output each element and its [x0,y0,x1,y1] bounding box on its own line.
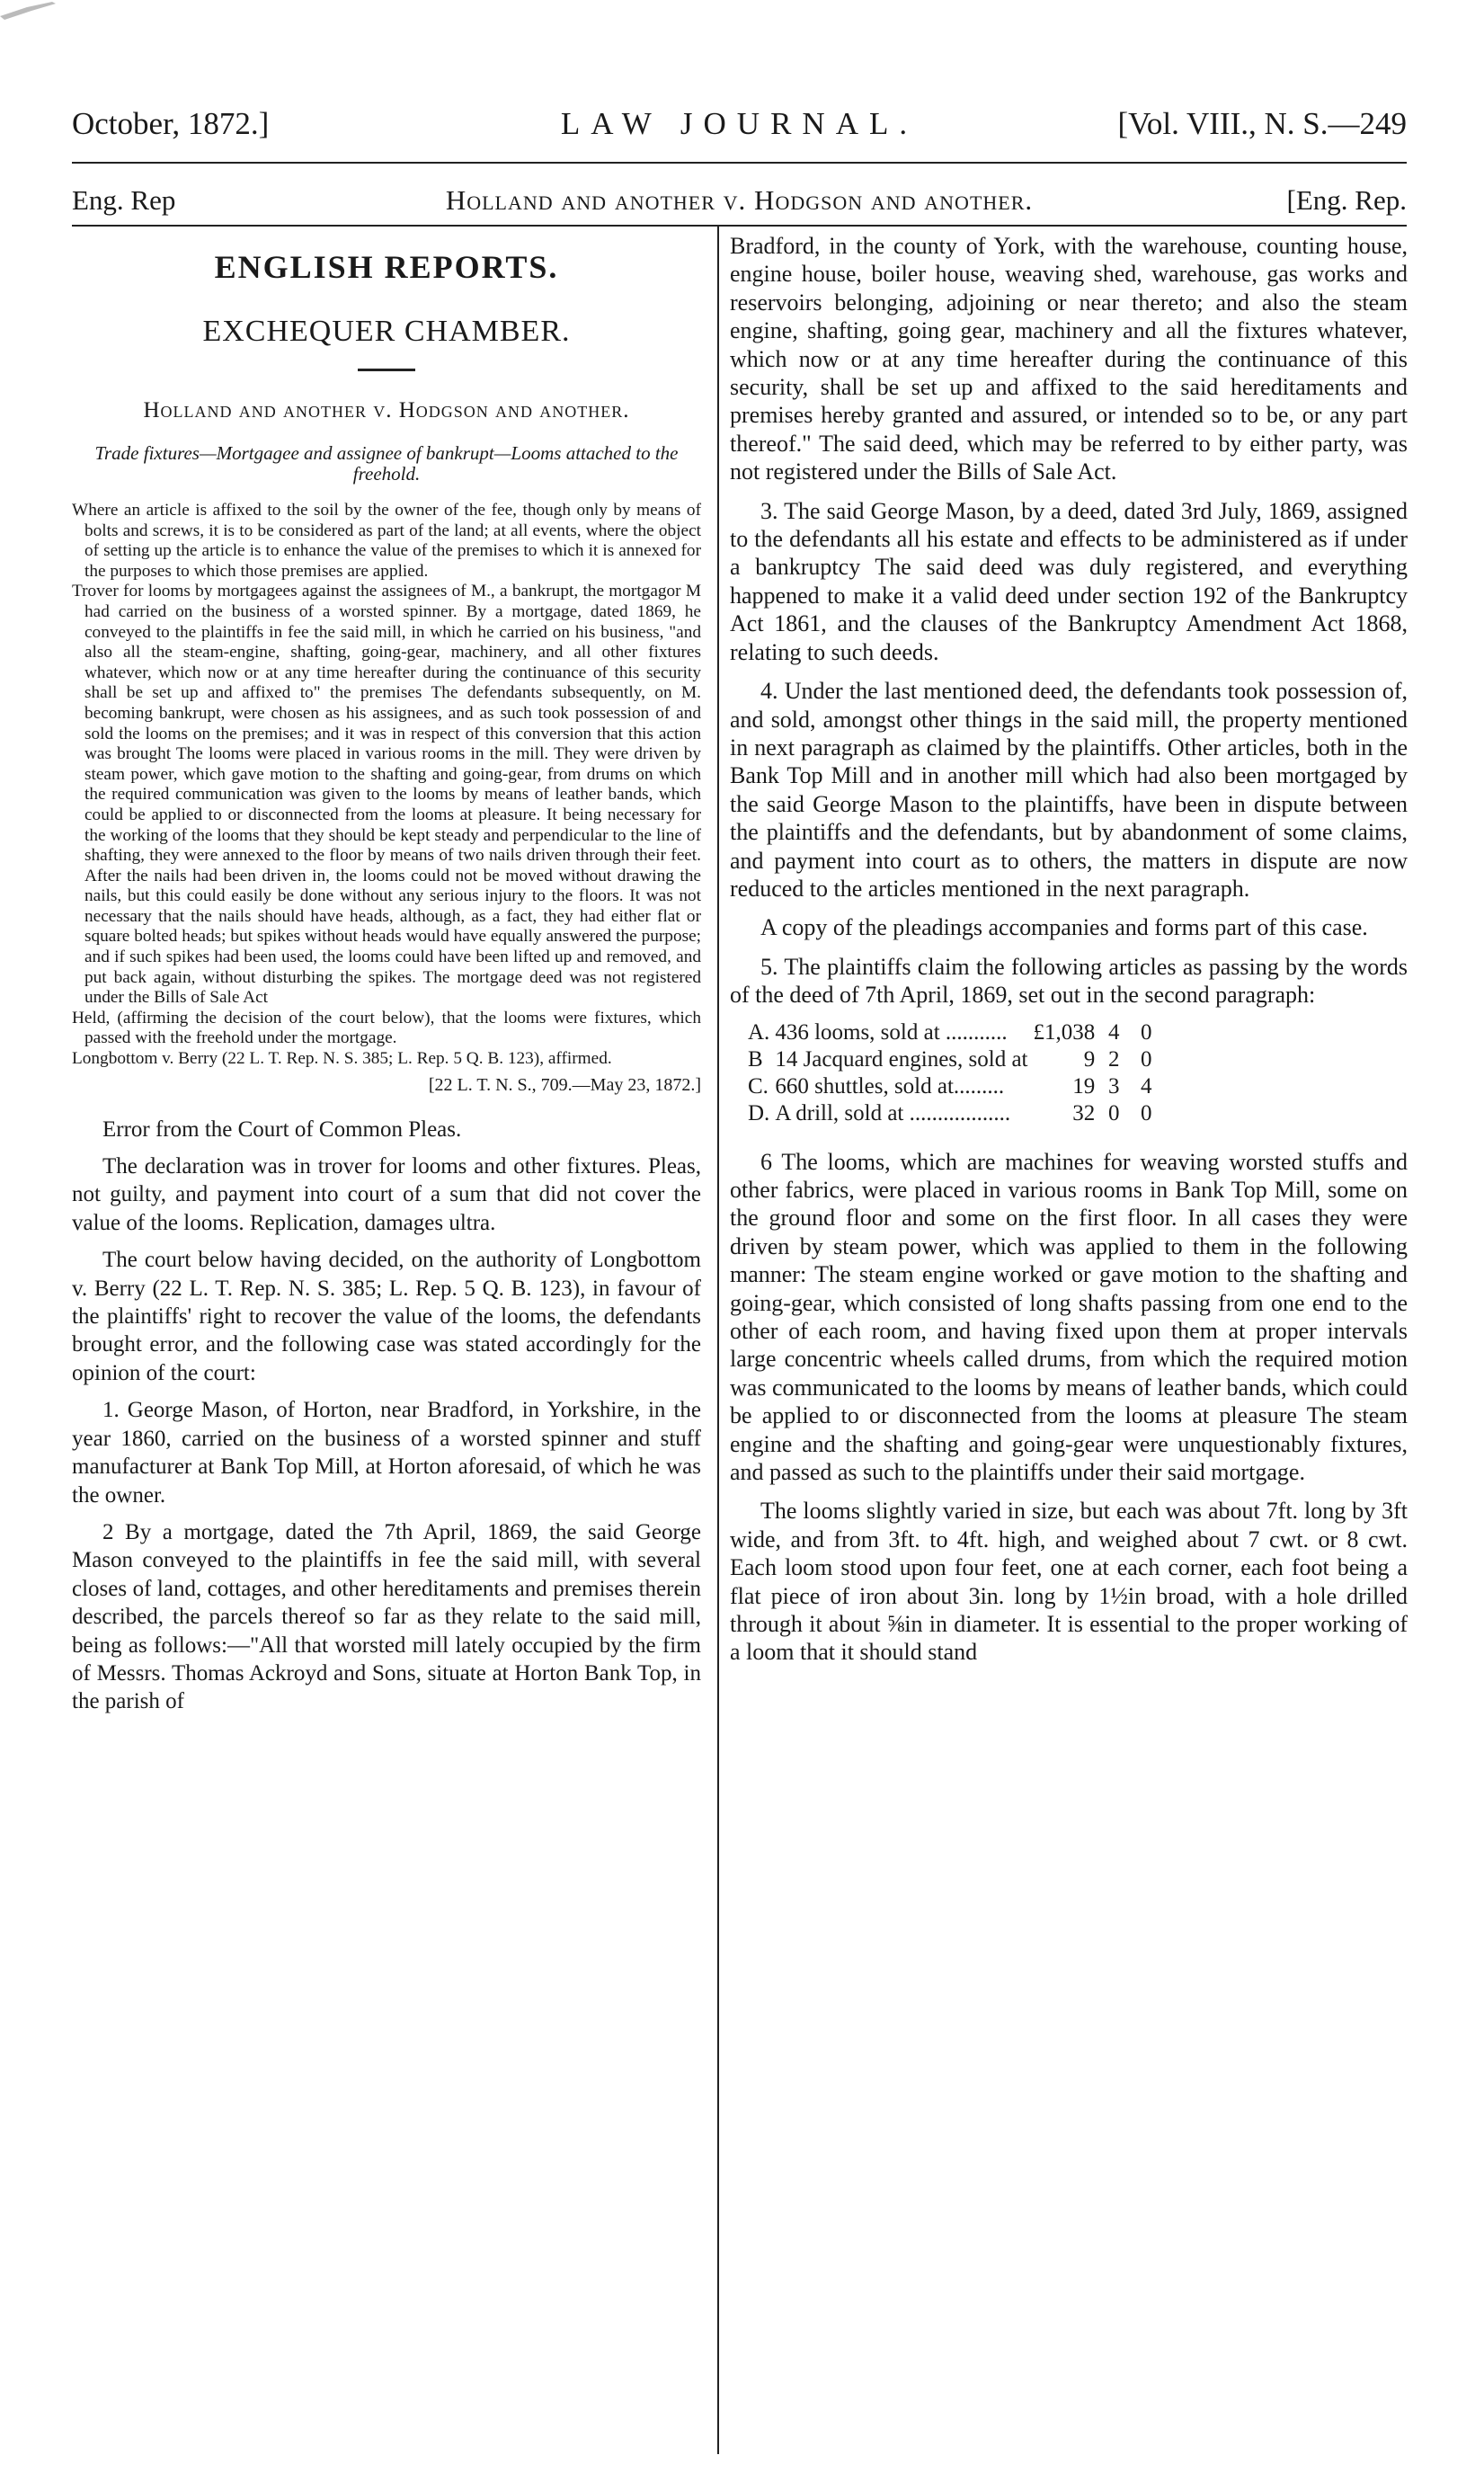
sub-header [72,184,1407,226]
item-description: A drill, sold at .................. [775,1100,1011,1125]
case-title: Holland and another v. Hodgson and another. [143,398,630,423]
item-shillings: 3 [1108,1073,1120,1099]
headnote-1: Where an article is affixed to the soil by the owner of the fee, though only by means of bolts and screws, it is to be considered as part of the land; at all events, where the object of setting up the article is to enhance the value of the premises to which it is annexed for the purposes to which those premises are applied. [72,501,701,581]
table-row [748,1101,1165,1128]
item-letter: B [748,1046,763,1072]
item-pence: 0 [1141,1019,1152,1045]
item-pence: 0 [1141,1046,1152,1072]
section-title: ENGLISH REPORTS. [214,249,559,285]
case-keywords: Trade fixtures—Mortgagee and assignee of bankrupt—Looms attached to the freehold. [94,442,679,485]
held: Held, (affirming the decision of the court below), that the looms were fixtures, which passed with the freehold under the mortgage. [72,1008,701,1048]
table-row [748,1074,1165,1101]
item-shillings: 2 [1108,1046,1120,1072]
item-pounds: £1,038 [1033,1019,1096,1045]
column-divider [717,227,719,2454]
item-letter: C. [748,1073,769,1099]
affirmed: Longbottom v. Berry (22 L. T. Rep. N. S. 385; L. Rep. 5 Q. B. 123), affirmed. [72,1049,612,1069]
item-letter: D. [748,1100,770,1125]
para-3: 3. The said George Mason, by a deed, dated 3rd July, 1869, assigned to the defendants all his estate and effects to be administered as if under a bankruptcy The said deed was duly registered, and everything happened to make it a valid deed under section 192 of the Bankruptcy Act 1861, and the clauses of the Bankruptcy Amendment Act 1868, relating to such deeds. [730,497,1408,665]
item-shillings: 0 [1108,1100,1120,1125]
para-error: Error from the Court of Common Pleas. [102,1116,462,1142]
para-4: 4. Under the last mentioned deed, the defendants took possession of, and sold, amongst other things in the said mill, the property mentioned in next paragraph as claimed by the plaintiffs. Other articles, both in the Bank Top Mill and in another mill which had also been mortgaged by the said George Mason to the plaintiffs, have been in dispute between the plaintiffs and the defendants, but by abandonment of some claims, and payment into court as to others, the matters in dispute are now reduced to the articles mentioned in the next paragraph. [730,678,1408,902]
issue-date: October, 1872.] [72,106,270,141]
item-pence: 0 [1141,1100,1152,1125]
para-5: 5. The plaintiffs claim the following articles as passing by the words of the deed of 7th April, 1869, set out in the second paragraph: [730,953,1408,1009]
para-6: 6 The looms, which are machines for weaving worsted stuffs and other fabrics, were placed in various rooms in Bank Top Mill, some on the ground floor and some on the first floor. In all cases they were driven by steam power, which was applied to them in the following manner: The steam engine worked or gave motion to the shafting and going-gear, which consisted of long shafts passing from one end to the other of each room, and having fixed upon them at proper intervals large concentric wheels called drums, from which the required motion was communicated to the looms by means of leather bands, which could be applied to or disconnected from the looms at pleasure The steam engine and the shafting and going-gear were unquestionably fixtures, and passed as such to the plaintiffs under their said mortgage. [730,1148,1408,1486]
item-description: 660 shuttles, sold at......... [775,1073,1005,1099]
court-name: EXCHEQUER CHAMBER. [202,315,571,348]
para-2-continued: Bradford, in the county of York, with the warehouse, counting house, engine house, boiler house, weaving shed, warehouse, gas works and reservoirs belonging, adjoining or near thereto; and also the steam engine, shafting, going gear, machinery and all the fixtures whatever, which now or at any time hereafter during the continuance of this security, shall be set up and affixed to the said hereditaments and premises hereby granted and assured, or intended so to be, or any part thereof." The said deed, which may be referred to by either party, was not registered under the Bills of Sale Act. [730,233,1408,485]
running-header [72,106,1407,151]
para-1: 1. George Mason, of Horton, near Bradford, in Yorkshire, in the year 1860, carried on the business of a worsted spinner and stuff manufacturer at Bank Top Mill, at Horton aforesaid, of which he was the owner. [72,1398,701,1508]
running-case-title: Holland and another v. Hodgson and another. [445,184,1034,216]
left-tag: Eng. Rep [72,184,176,216]
para-declaration: The declaration was in trover for looms and other fixtures. Pleas, not guilty, and payment into court of a sum that did not cover the value of the looms. Replication, damages ultra. [72,1154,701,1235]
header-rule [72,162,1407,164]
para-looms-size: The looms slightly varied in size, but each was about 7ft. long by 3ft wide, and from 3ft. to 4ft. high, and weighed about 7 cwt. or 8 cwt. Each loom stood upon four feet, one at each corner, each foot being a flat piece of iron about 3in. long by 1½in broad, with a hole drilled through it about ⅝in in diameter. It is essential to the proper working of a loom that it should stand [730,1498,1408,1666]
journal-title: LAW JOURNAL. [560,106,919,141]
table-row [748,1047,1165,1074]
right-tag: [Eng. Rep. [1286,184,1407,216]
para-2: 2 By a mortgage, dated the 7th April, 1869, the said George Mason conveyed to the plaintiffs in fee the said mill, with several closes of land, cottages, and other hereditaments and premises therein described, the parcels thereof so far as they relate to the said mill, being as follows:—"All that worsted mill lately occupied by the firm of Messrs. Thomas Ackroyd and Sons, situate at Horton Bank Top, in the parish of [72,1519,701,1714]
para-copy: A copy of the pleadings accompanies and forms part of this case. [760,914,1368,941]
sub-header-rule [72,225,1407,227]
item-pence: 4 [1141,1073,1152,1099]
item-pounds: 19 [1072,1073,1096,1099]
para-court-below: The court below having decided, on the authority of Longbottom v. Berry (22 L. T. Rep. N. S. 385; L. Rep. 5 Q. B. 123), in favour of the plaintiffs' right to recover the value of the looms, the defendants brought error, and the following case was stated accordingly for the opinion of the court: [72,1248,701,1385]
right-column [730,232,1408,1677]
title-dash [358,369,415,371]
claimed-items-table [748,1020,1165,1128]
left-column [72,232,701,1725]
item-description: 436 looms, sold at ........... [775,1019,1008,1045]
page-corner-smudge [0,0,63,22]
volume-page: [Vol. VIII., N. S.—249 [1117,106,1407,141]
item-shillings: 4 [1108,1019,1120,1045]
item-pounds: 9 [1083,1046,1096,1072]
item-pounds: 32 [1072,1100,1096,1125]
item-letter: A. [748,1019,770,1045]
table-row [748,1020,1165,1047]
item-description: 14 Jacquard engines, sold at [775,1046,1028,1072]
headnote-2: Trover for looms by mortgagees against the assignees of M., a bankrupt, the mortgagor M had carried on the business of a worsted spinner. By a mortgage, dated 1869, he conveyed to the plaintiffs in fee the said mill, in which he carried on his business, "and also all the steam-engine, shafting, going-gear, machinery, and all other fixtures whatever, which now or at any time hereafter during the continuance of this security shall be set up and affixed to" the premises The defendants subsequently, on M. becoming bankrupt, were chosen as his assignees, and as such took possession of and sold the looms on the premises; and it was in respect of this conversion that this action was brought The looms were placed in various rooms in the mill. They were driven by steam power, which gave motion to the shafting and going-gear, from drums on which the required communication was given to the looms by means of leather bands, which could be applied to or disconnected from the looms at pleasure. It being necessary for the working of the looms that they should be kept steady and perpendicular to the line of shafting, they were annexed to the floor by means of two nails driven through their feet. After the nails had been driven in, the looms could not be moved without drawing the nails, but this could easily be done without any serious injury to the floors. It was not necessary that the nails should have heads, although, as a fact, they had either flat or square bolted heads; but spikes without heads would have equally answered the purpose; and if such spikes had been used, the looms could have been lifted up and removed, and put back again, without disturbing the spikes. The mortgage deed was not registered under the Bills of Sale Act [72,582,701,1008]
report-citation: [22 L. T. N. S., 709.—May 23, 1872.] [428,1074,701,1095]
